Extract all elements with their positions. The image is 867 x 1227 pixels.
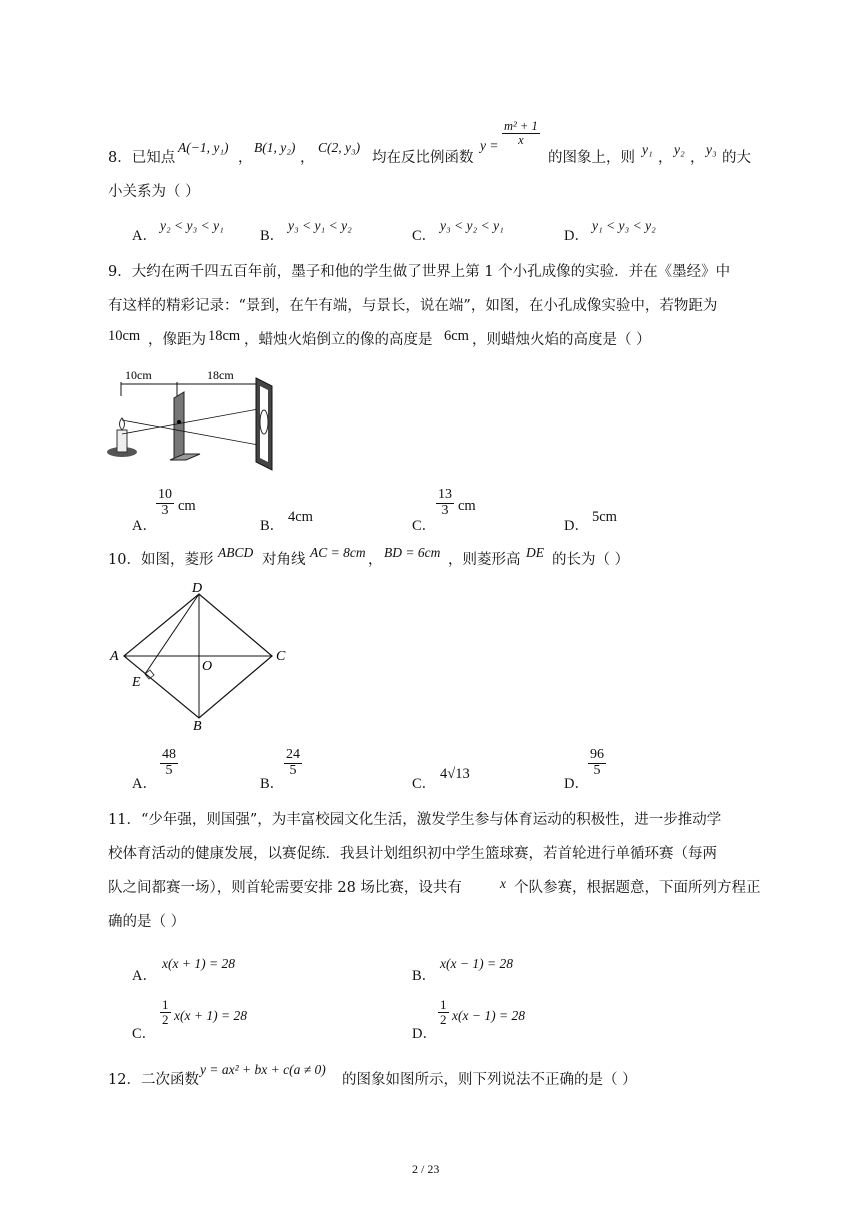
q9-option-b-label: B． — [260, 518, 285, 534]
q10-de: DE — [526, 545, 544, 560]
q8-option-d: y₁ < y₃ < y₂ — [592, 218, 656, 233]
q9-option-c-unit: cm — [458, 498, 476, 514]
q9-line-2: 有这样的精彩记录：“景到，在午有端，与景长，说在端”，如图，在小孔成像实验中，若物距为 — [108, 298, 718, 314]
label-c: C — [276, 649, 286, 664]
q9-option-c-num: 13 — [438, 487, 452, 502]
q8-option-d-label: D． — [564, 228, 589, 244]
ray-bottom — [122, 408, 264, 434]
q10-prefix: 10．如图，菱形 — [108, 552, 214, 568]
q8-point-b: B(1, y₂) — [254, 140, 296, 155]
q8-y3: y₃ — [706, 142, 717, 157]
q8-comma-4: ， — [690, 150, 705, 166]
q8-comma-3: ， — [658, 150, 673, 166]
q10-option-a-fraction — [160, 748, 178, 778]
q8-func-fraction — [502, 120, 540, 147]
q8-option-a-label: A． — [132, 228, 157, 244]
dist-label-10: 10cm — [125, 368, 152, 382]
q9-line-1: 9．大约在两千四五百年前，墨子和他的学生做了世界上第 1 个小孔成像的实验．并在《墨经》中 — [108, 264, 731, 280]
q9-line-3-b: ，像距为 — [148, 332, 206, 348]
q11-option-d: x(x − 1) = 28 — [452, 1008, 525, 1023]
q8-tail: 的大 — [722, 150, 751, 166]
q11-option-d-den: 2 — [440, 1011, 447, 1027]
q10-option-b-label: B． — [260, 776, 285, 792]
q12-function: y = ax² + bx + c(a ≠ 0) — [200, 1062, 326, 1077]
q9-option-a-unit: cm — [178, 498, 196, 514]
q11-line-2: 校体育活动的健康发展，以赛促练．我县计划组织初中学生篮球赛，若首轮进行单循环赛（每两 — [108, 846, 717, 862]
q11-line-4: 确的是（ ） — [108, 914, 186, 930]
q9-option-a-den: 3 — [161, 502, 169, 518]
q8-option-b: y₃ < y₁ < y₂ — [288, 218, 352, 233]
q10-sep: ， — [368, 552, 383, 568]
dist-label-18: 18cm — [207, 368, 234, 382]
q9-option-a-num: 10 — [158, 487, 172, 502]
q11-option-b: x(x − 1) = 28 — [440, 956, 513, 971]
q12-tail: 的图象如图所示，则下列说法不正确的是（ ） — [342, 1072, 637, 1088]
q8-option-c-label: C． — [412, 228, 437, 244]
q11-option-a: x(x + 1) = 28 — [162, 956, 235, 971]
q8-comma-1: ， — [238, 150, 253, 166]
q9-line-3-f: ，则蜡烛火焰的高度是（ ） — [472, 332, 651, 348]
q12-prefix: 12．二次函数 — [108, 1072, 199, 1088]
q11-option-d-num: 1 — [440, 997, 447, 1012]
q9-option-c-den: 3 — [441, 502, 449, 518]
pinhole-figure — [104, 362, 304, 472]
label-b: B — [193, 719, 202, 730]
ray-top — [122, 420, 264, 446]
q10-option-a-den: 5 — [165, 762, 173, 778]
screen — [260, 386, 268, 462]
q10-option-d-num: 96 — [590, 747, 604, 762]
q9-option-d-label: D． — [564, 518, 589, 534]
q8-point-a: A(−1, y₁) — [178, 140, 229, 155]
q9-option-a-fraction — [156, 488, 174, 518]
q8-func-denominator: x — [518, 133, 524, 148]
q10-option-c: 4√13 — [440, 766, 470, 782]
candle-flame — [120, 418, 125, 430]
q8-option-b-label: B． — [260, 228, 285, 244]
q11-variable-x: x — [500, 876, 506, 891]
q10-tail: 的长为（ ） — [552, 552, 630, 568]
q10-option-b-fraction — [284, 748, 302, 778]
q10-option-a-label: A． — [132, 776, 157, 792]
q10-option-d-fraction — [588, 748, 606, 778]
q11-line-1: 11．“少年强，则国强”，为丰富校园文化生活，激发学生参与体育运动的积极性，进一步推动学 — [108, 812, 722, 828]
q8-line-2: 小关系为（ ） — [108, 184, 200, 200]
q11-line-3-a: 队之间都赛一场），则首轮需要安排 28 场比赛，设共有 — [108, 880, 462, 896]
q11-option-c-fraction — [160, 998, 171, 1026]
q8-y2: y₂ — [674, 142, 685, 157]
q11-option-c-num: 1 — [162, 997, 169, 1012]
q10-option-a-num: 48 — [162, 747, 176, 762]
q9-line-3-d: ，蜡烛火焰倒立的像的高度是 — [244, 332, 433, 348]
q8-prefix: 8．已知点 — [108, 150, 176, 166]
q11-option-a-label: A． — [132, 968, 157, 984]
q10-option-d-label: D． — [564, 776, 589, 792]
q10-shape: ABCD — [218, 545, 254, 560]
q9-option-c-label: C． — [412, 518, 437, 534]
q11-option-c: x(x + 1) = 28 — [174, 1008, 247, 1023]
q9-option-d: 5cm — [592, 509, 617, 525]
q11-option-c-label: C． — [132, 1026, 157, 1042]
q10-ac: AC = 8cm — [310, 545, 366, 560]
q8-after-text: 的图象上，则 — [548, 150, 635, 166]
q10-option-c-label: C． — [412, 776, 437, 792]
pinhole-board — [174, 392, 184, 460]
q8-point-c: C(2, y₃) — [318, 140, 361, 155]
q8-option-a: y₂ < y₃ < y₁ — [160, 218, 224, 233]
q8-comma-2: ， — [300, 150, 315, 166]
q8-func-lhs: y = — [480, 138, 499, 153]
q8-y1: y₁ — [642, 142, 653, 157]
label-e: E — [132, 675, 141, 690]
q11-option-b-label: B． — [412, 968, 437, 984]
q8-option-c: y₃ < y₂ < y₁ — [440, 218, 504, 233]
q8-mid-text: 均在反比例函数 — [372, 150, 474, 166]
q9-object-distance: 10cm — [108, 328, 141, 344]
q10-mid-1: 对角线 — [262, 552, 306, 568]
q9-image-distance: 18cm — [208, 328, 241, 344]
q10-mid-2: ，则菱形高 — [448, 552, 521, 568]
q9-option-a-label: A． — [132, 518, 157, 534]
q10-bd: BD = 6cm — [384, 545, 441, 560]
q11-option-d-label: D． — [412, 1026, 437, 1042]
q9-option-b: 4cm — [288, 509, 313, 525]
q11-line-3-b: 个队参赛，根据题意，下面所列方程正 — [514, 880, 761, 896]
height-de — [145, 594, 199, 674]
q8-func-numerator: m² + 1 — [504, 119, 538, 133]
label-d: D — [192, 581, 203, 596]
q11-option-c-den: 2 — [162, 1011, 169, 1027]
label-a: A — [110, 649, 119, 664]
page-number: 2 / 23 — [412, 1162, 440, 1176]
rhombus-figure — [104, 580, 304, 730]
q10-option-b-num: 24 — [286, 747, 300, 762]
q10-option-d-den: 5 — [593, 762, 601, 778]
q9-option-c-fraction — [436, 488, 454, 518]
q10-option-b-den: 5 — [289, 762, 297, 778]
q11-option-d-fraction — [438, 998, 449, 1026]
label-o: O — [202, 659, 213, 674]
q9-image-height: 6cm — [444, 328, 469, 344]
